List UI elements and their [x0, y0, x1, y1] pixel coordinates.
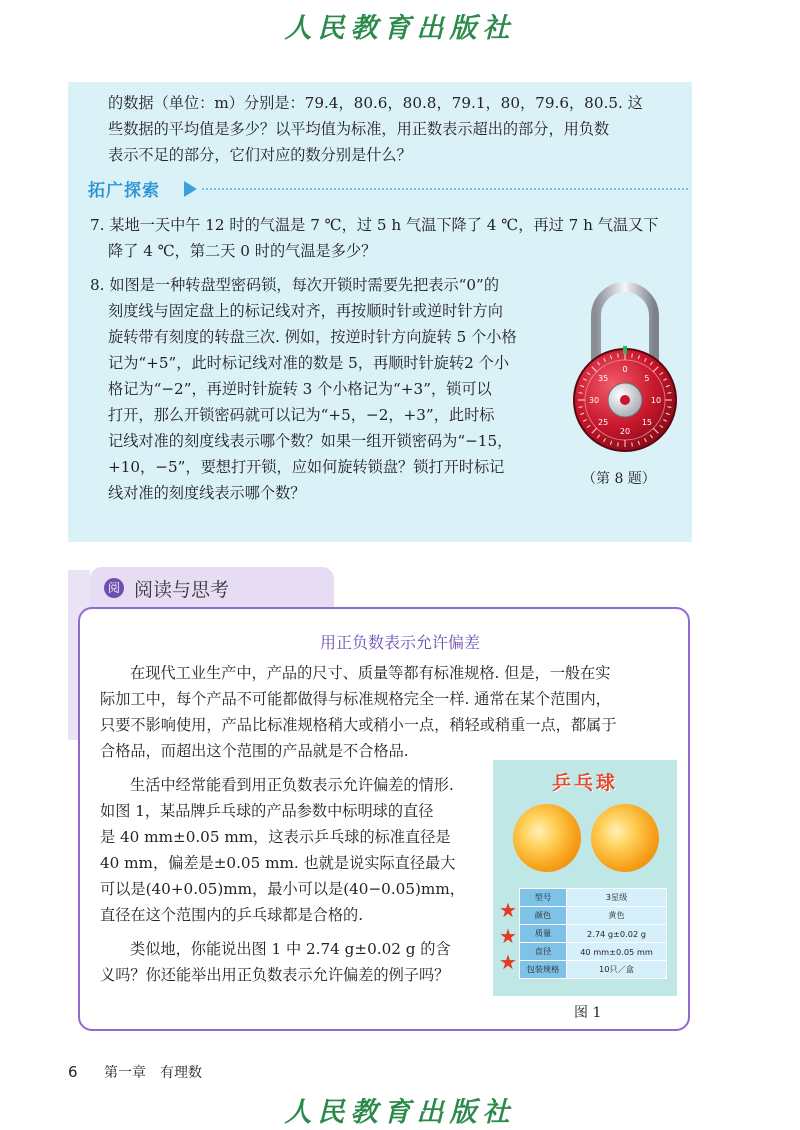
reading-paragraph-line: 如图 1，某品牌乒乓球的产品参数中标明球的直径 — [100, 802, 434, 820]
dial-tick — [667, 393, 671, 394]
dial-tick — [618, 442, 619, 446]
dial-tick — [579, 407, 583, 408]
dial-number: 35 — [597, 374, 609, 384]
question-8-line: +10，−5”，要想打开锁，应如何旋转锁盘？锁打开时标记 — [108, 458, 505, 476]
figure-title: 乒乓球 — [551, 772, 618, 794]
reading-paragraph-line: 际加工中，每个产品不可能都做得与标准规格完全一样. 通常在某个范围内， — [100, 690, 611, 708]
spec-key: 质量 — [520, 925, 567, 943]
question-7-line: 降了 4 ℃，第二天 0 时的气温是多少？ — [108, 242, 377, 260]
reading-paragraph-line: 合格品，而超出这个范围的产品就是不合格品. — [100, 742, 409, 760]
reading-paragraph-line: 只要不影响使用，产品比标准规格稍大或稍小一点，稍轻或稍重一点，都属于 — [100, 716, 617, 734]
figure-caption: 图 1 — [574, 1005, 602, 1021]
dial-tick — [632, 442, 633, 446]
reading-badge-icon: 阅 — [104, 578, 124, 598]
table-row — [520, 961, 667, 979]
reading-paragraph-line: 生活中经常能看到用正负数表示允许偏差的情形. — [130, 776, 454, 794]
exercise-prev-line: 表示不足的部分，它们对应的数分别是什么？ — [108, 146, 412, 164]
spec-key: 直径 — [520, 943, 567, 961]
dial-number: 30 — [588, 396, 600, 405]
question-8-line: 记线对准的刻度线表示哪个数？如果一组开锁密码为“−15， — [108, 432, 513, 450]
ping-pong-figure — [493, 760, 677, 996]
spec-value: 10只／盒 — [567, 961, 667, 979]
reading-paragraph-line: 40 mm，偏差是±0.05 mm. 也就是说实际直径最大 — [100, 854, 456, 872]
question-8-line: 旋转带有刻度的转盘三次. 例如，按逆时针方向旋转 5 个小格 — [108, 328, 517, 346]
reading-paragraph-line: 义吗？你还能举出用正负数表示允许偏差的例子吗？ — [100, 966, 450, 984]
section-title: 拓广探索 — [88, 181, 160, 201]
reading-title: 用正负数表示允许偏差 — [319, 633, 480, 652]
question-8-line: 格记为“−2”，再逆时针旋转 3 个小格记为“+3”，锁可以 — [108, 380, 492, 398]
spec-table — [519, 888, 667, 979]
reading-paragraph-line: 是 40 mm±0.05 mm，这表示乒乓球的标准直径是 — [100, 828, 451, 846]
reading-paragraph-line: 直径在这个范围内的乒乓球都是合格的. — [100, 906, 364, 924]
section-header — [88, 176, 688, 206]
dial-number: 20 — [619, 427, 631, 436]
publisher-logo-top: 人民教育出版社 — [284, 13, 516, 44]
star-icon: ★ — [499, 924, 517, 948]
star-icon: ★ — [499, 898, 517, 922]
publisher-logo-bottom: 人民教育出版社 — [284, 1097, 516, 1128]
question-8-line: 记为“+5”，此时标记线对准的数是 5，再顺时针旋转2 个小 — [108, 354, 510, 372]
spec-value: 3星级 — [567, 889, 667, 907]
dial-number: 15 — [641, 417, 653, 427]
spec-value: 2.74 g±0.02 g — [567, 925, 667, 943]
table-row — [520, 943, 667, 961]
ping-pong-ball-image — [513, 804, 581, 872]
dial-number: 5 — [644, 374, 650, 384]
spec-value: 黄色 — [567, 907, 667, 925]
lock-figure-caption: （第 8 题） — [582, 471, 656, 487]
dial-tick — [618, 354, 619, 358]
exercise-prev-line: 些数据的平均值是多少？以平均值为标准，用正数表示超出的部分，用负数 — [108, 120, 610, 138]
chapter-title: 第一章 有理数 — [104, 1065, 202, 1081]
exercise-prev-line: 的数据（单位：m）分别是：79.4，80.6，80.8，79.1，80，79.6，80.5. 这 — [108, 94, 643, 112]
triangle-arrow-icon — [184, 181, 197, 197]
reading-paragraph-line: 可以是(40+0.05)mm，最小可以是(40−0.05)mm， — [100, 880, 465, 898]
question-8-line: 打开，那么开锁密码就可以记为“+5，−2，+3”，此时标 — [108, 406, 495, 424]
table-row — [520, 889, 667, 907]
table-row — [520, 907, 667, 925]
dial-tick — [579, 393, 583, 394]
question-8-line: 刻度线与固定盘上的标记线对齐，再按顺时针或逆时针方向 — [108, 302, 503, 320]
spec-key: 型号 — [520, 889, 567, 907]
dial-number: 25 — [597, 417, 609, 427]
combination-lock-image — [572, 278, 678, 458]
question-7-line: 7. 某地一天中午 12 时的气温是 7 ℃，过 5 h 气温下降了 4 ℃，再过 7 h 气温又下 — [90, 216, 659, 234]
reading-tab-label: 阅读与思考 — [134, 579, 230, 601]
page-footer — [68, 1062, 202, 1082]
question-8-line: 线对准的刻度线表示哪个数？ — [108, 484, 306, 502]
spec-key: 颜色 — [520, 907, 567, 925]
star-icon: ★ — [499, 950, 517, 974]
page-number: 6 — [68, 1063, 78, 1081]
dotted-divider — [202, 188, 688, 190]
dial-tick — [632, 354, 633, 358]
dial-number: 0 — [622, 365, 628, 374]
spec-key: 包装规格 — [520, 961, 567, 979]
dial-number: 10 — [650, 396, 662, 405]
table-row — [520, 925, 667, 943]
dial-tick — [667, 407, 671, 408]
reading-paragraph-line: 在现代工业生产中，产品的尺寸、质量等都有标准规格. 但是，一般在实 — [130, 664, 611, 682]
spec-value: 40 mm±0.05 mm — [567, 943, 667, 961]
reading-paragraph-line: 类似地，你能说出图 1 中 2.74 g±0.02 g 的含 — [130, 940, 451, 958]
ping-pong-ball-image — [591, 804, 659, 872]
question-8-line: 8. 如图是一种转盘型密码锁，每次开锁时需要先把表示“0”的 — [90, 276, 500, 294]
